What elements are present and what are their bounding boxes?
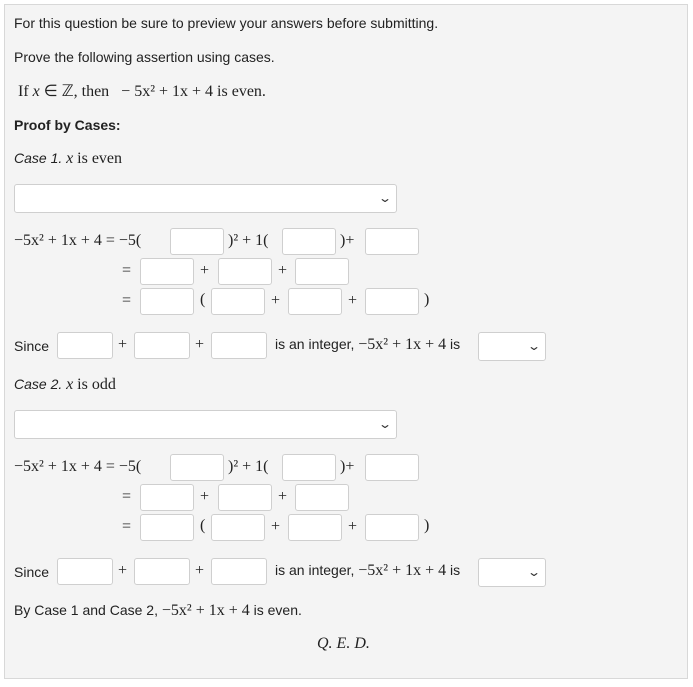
chevron-down-icon: ⌄ — [377, 417, 393, 431]
case2-closeplus: )+ — [340, 458, 355, 475]
case2-r2-plus1: + — [200, 488, 210, 505]
prompt-text: Prove the following assertion using cases. — [14, 49, 275, 65]
case2-r2-equals: = — [122, 488, 132, 505]
case1-lhs: −5x² + 1x + 4 = −5( — [14, 232, 142, 249]
case2-r3-openparen: ( — [200, 517, 206, 534]
case1-heading — [14, 150, 122, 168]
case2-since-is: is — [450, 562, 461, 578]
assertion-even: is even. — [217, 83, 266, 100]
case1-select[interactable] — [14, 184, 397, 213]
case1-r2-input1[interactable] — [140, 258, 194, 285]
case2-r1-input1[interactable] — [170, 454, 224, 481]
assertion — [18, 81, 266, 101]
case1-since-input2[interactable] — [134, 332, 190, 359]
case1-squared: )² + 1( — [228, 232, 269, 249]
assertion-var: x — [32, 83, 40, 100]
assertion-expr: − 5x² + 1x + 4 — [121, 83, 214, 100]
case2-since-plus1: + — [118, 562, 128, 579]
case2-parity-select[interactable] — [478, 558, 546, 587]
case2-since-expr: −5x² + 1x + 4 — [358, 562, 447, 579]
case1-r3-input3[interactable] — [288, 288, 342, 315]
case2-r2-input3[interactable] — [295, 484, 349, 511]
case2-r3-input2[interactable] — [211, 514, 265, 541]
case1-since-plus2: + — [195, 336, 205, 353]
case1-r1-input3[interactable] — [365, 228, 419, 255]
case2-heading — [14, 376, 116, 394]
conclusion-even: is even. — [253, 602, 302, 618]
case2-r3-plus2: + — [348, 518, 358, 535]
case1-r2-input2[interactable] — [218, 258, 272, 285]
case1-since-plus1: + — [118, 336, 128, 353]
case2-var: x — [66, 376, 74, 393]
case2-select[interactable] — [14, 410, 397, 439]
chevron-down-icon: ⌄ — [377, 191, 393, 205]
qed: Q. E. D. — [317, 635, 370, 652]
case2-lhs: −5x² + 1x + 4 = −5( — [14, 458, 142, 475]
case1-r3-plus2: + — [348, 292, 358, 309]
case2-since-input1[interactable] — [57, 558, 113, 585]
conclusion-text: By Case 1 and Case 2, — [14, 602, 158, 618]
case1-parity-select[interactable] — [478, 332, 546, 361]
case2-r2-input1[interactable] — [140, 484, 194, 511]
case2-squared: )² + 1( — [228, 458, 269, 475]
case2-label: Case 2. — [14, 376, 63, 392]
case2-r1-input3[interactable] — [365, 454, 419, 481]
case1-since-input1[interactable] — [57, 332, 113, 359]
case2-since-label: Since — [14, 564, 50, 580]
case2-since-plus2: + — [195, 562, 205, 579]
case2-r2-plus2: + — [278, 488, 288, 505]
case1-r3-input4[interactable] — [365, 288, 419, 315]
case1-condition: is even — [77, 150, 123, 167]
chevron-down-icon: ⌄ — [526, 565, 542, 579]
case1-var: x — [66, 150, 74, 167]
case1-r3-equals: = — [122, 292, 132, 309]
case1-r3-plus1: + — [271, 292, 281, 309]
assertion-if: If — [18, 83, 29, 100]
conclusion — [14, 602, 302, 620]
case2-r3-input4[interactable] — [365, 514, 419, 541]
case2-condition: is odd — [77, 376, 116, 393]
case2-r3-plus1: + — [271, 518, 281, 535]
case1-since-text — [275, 336, 460, 354]
case2-since-text — [275, 562, 460, 580]
case1-r3-input1[interactable] — [140, 288, 194, 315]
case1-r2-equals: = — [122, 262, 132, 279]
case1-r3-openparen: ( — [200, 291, 206, 308]
case1-r2-plus2: + — [278, 262, 288, 279]
case1-since-is: is — [450, 336, 461, 352]
case2-r3-equals: = — [122, 518, 132, 535]
proof-header: Proof by Cases: — [14, 117, 121, 133]
case1-since-expr: −5x² + 1x + 4 — [358, 336, 447, 353]
case1-r1-input2[interactable] — [282, 228, 336, 255]
case2-since-input2[interactable] — [134, 558, 190, 585]
assertion-set: ∈ ℤ — [43, 83, 74, 100]
chevron-down-icon: ⌄ — [526, 339, 542, 353]
case1-r3-closeparen: ) — [424, 291, 430, 308]
case1-label: Case 1. — [14, 150, 63, 166]
case2-since-integer: is an integer, — [275, 562, 355, 578]
case1-r2-plus1: + — [200, 262, 210, 279]
case2-r3-input3[interactable] — [288, 514, 342, 541]
case2-r2-input2[interactable] — [218, 484, 272, 511]
case1-since-input3[interactable] — [211, 332, 267, 359]
case1-r2-input3[interactable] — [295, 258, 349, 285]
case1-r3-input2[interactable] — [211, 288, 265, 315]
case1-closeplus: )+ — [340, 232, 355, 249]
case1-since-label: Since — [14, 338, 50, 354]
case2-r1-input2[interactable] — [282, 454, 336, 481]
case2-r3-input1[interactable] — [140, 514, 194, 541]
case2-since-input3[interactable] — [211, 558, 267, 585]
intro-text: For this question be sure to preview your answers before submitting. — [14, 15, 439, 31]
conclusion-expr: −5x² + 1x + 4 — [161, 602, 250, 619]
assertion-then: , then — [73, 83, 110, 100]
case1-r1-input1[interactable] — [170, 228, 224, 255]
case2-r3-closeparen: ) — [424, 517, 430, 534]
case1-since-integer: is an integer, — [275, 336, 355, 352]
